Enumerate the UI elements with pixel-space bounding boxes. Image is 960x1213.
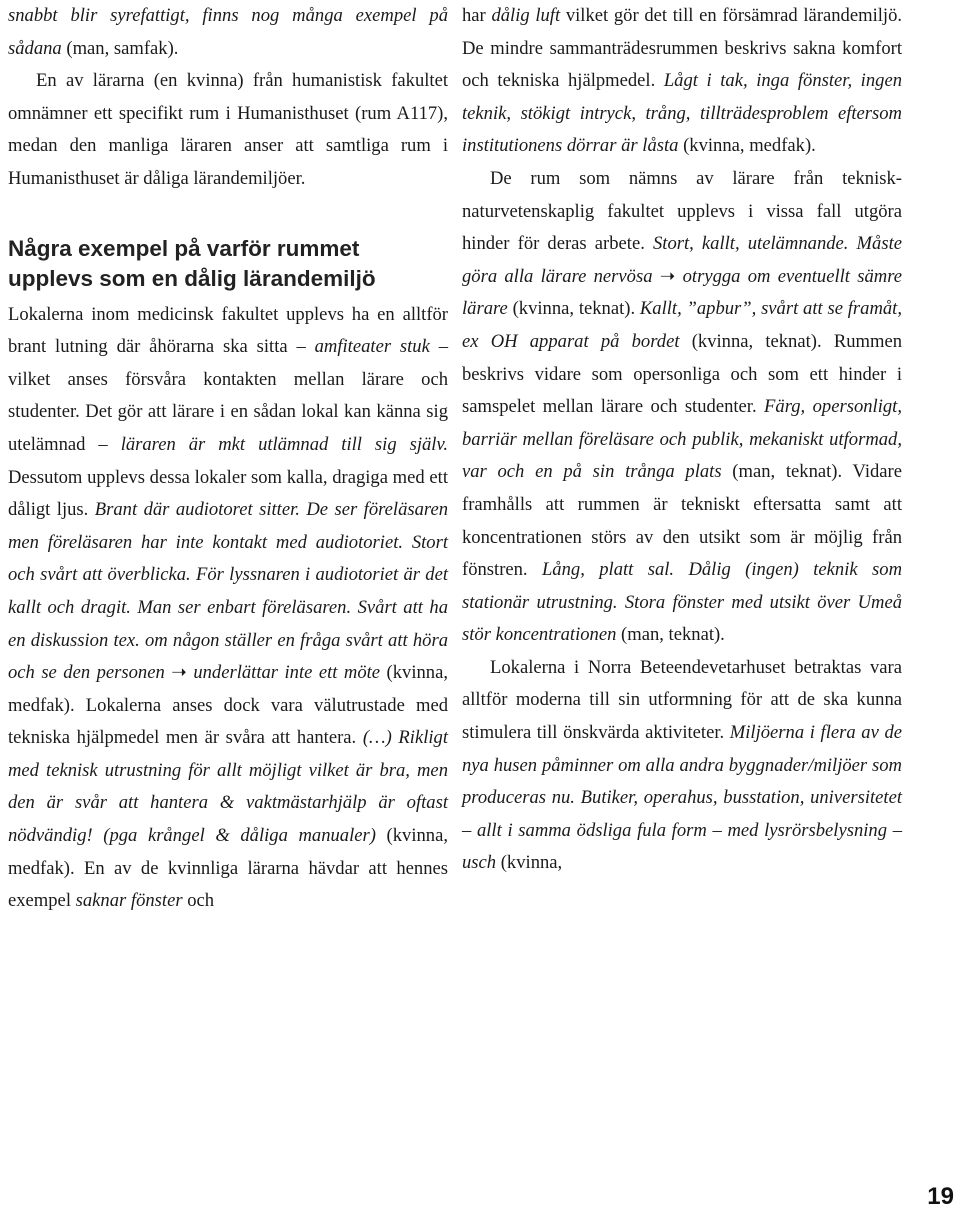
quote-text: Lågt i tak, inga fönster, ingen teknik, stökigt intryck, trång, tillträdesproblem eftersom institutionens dörrar är låsta (462, 70, 902, 157)
quote-text: snabbt blir syrefattigt, finns nog många exempel på sådana (8, 5, 448, 59)
paragraph (462, 0, 902, 163)
paragraph (462, 652, 902, 880)
quote-text: Stort, kallt, utelämnande. Måste göra alla lärare nervösa (462, 233, 902, 287)
quote-text: otrygga om eventuellt sämre lärare (462, 265, 902, 320)
quote-text: Brant där audiotoret sitter. De ser föreläsaren men föreläsaren har inte kontakt med audiotoriet. Stort och svårt att överblicka. För lyssnaren i audiotoriet är det kallt och dragit. Man ser enbart föreläsaren. Svårt att ha en diskussion tex. om någon ställer en fråga svårt att höra och se den personen (8, 499, 449, 684)
quote-text: dålig luft (491, 5, 561, 26)
body-text: (man, teknat). (616, 624, 725, 646)
quote-text: underlättar inte ett möte (186, 662, 381, 684)
body-text: (kvinna, medfak). Lokalerna anses dock vara välutrustade med tekniska hjälpmedel men är svåra att hantera. (8, 662, 448, 749)
body-text: (kvinna, medfak). (678, 135, 816, 157)
body-text: (man, teknat). Vidare framhålls att rummen är tekniskt eftersatta samt att koncentrationen störs av den utsikt som är möjlig från fönstren. (462, 461, 902, 581)
body-text: (kvinna, medfak). En av de kvinnliga lärarna hävdar att hennes exempel (8, 825, 448, 912)
body-text: Lokalerna i Norra Beteendevetarhuset betraktas vara alltför moderna till sin utformning för att de ska kunna stimulera till önskvärda aktiviteter. (462, 656, 902, 744)
arrow-icon: ➝ (659, 265, 676, 287)
quote-text: läraren är mkt utlämnad till sig själv. (120, 433, 448, 455)
quote-text: amfiteater stuk (314, 336, 430, 358)
body-text: (kvinna, teknat). (507, 298, 640, 320)
left-column (8, 0, 448, 918)
section-heading: Några exempel på varför rummet upplevs som en dålig lärandemiljö (8, 235, 376, 292)
quote-text: Färg, opersonligt, barriär mellan föreläsare och publik, mekaniskt utformad, var och en på sin trånga plats (462, 396, 902, 483)
body-text: Lokalerna inom medicinsk fakultet upplevs ha en alltför brant lutning där åhörarna ska sitta – (8, 303, 448, 358)
quote-text: Miljöerna i flera av de nya husen påminner om alla andra byggnader/miljöer som produceras nu. Butiker, operahus, busstation, universitetet – allt i samma ödsliga fula form – med lysrörsbelysning – usch (462, 722, 902, 874)
body-text: Dessutom upplevs dessa lokaler som kalla, dragiga med ett dåligt ljus. (8, 466, 448, 521)
paragraph (8, 0, 448, 65)
quote-text: Kallt, ”apbur”, svårt att se framåt, ex OH apparat på bordet (462, 298, 902, 352)
body-text: (kvinna, teknat). Rummen beskrivs vidare som opersonliga och som ett hinder i samspelet mellan lärare och studenter. (462, 330, 902, 418)
body-text: (kvinna, (496, 852, 563, 874)
body-text: (man, samfak). (61, 37, 179, 59)
body-text: har (462, 5, 492, 26)
quote-text: (…) Rikligt med teknisk utrustning för allt möjligt vilket är bra, men den är svår att hantera & vaktmästarhjälp är oftast nödvändig! (pga krångel & dåliga manualer) (8, 727, 448, 847)
body-text: – vilket anses försvåra kontakten mellan lärare och studenter. Det gör att lärare i en sådan lokal kan känna sig utelämnad – (8, 336, 448, 455)
body-text: och (182, 890, 215, 912)
right-column (462, 0, 902, 880)
arrow-icon: ➝ (171, 662, 187, 684)
quote-text: Lång, platt sal. Dålig (ingen) teknik som stationär utrustning. Stora fönster med utsikt över Umeå stör koncentrationen (462, 559, 902, 646)
page-number: 19 (927, 1183, 954, 1210)
quote-text: saknar fönster (75, 890, 183, 912)
body-text: vilket gör det till en försämrad lärandemiljö. De mindre sammanträdesrummen beskrivs sakna komfort och tekniska hjälpmedel. (462, 5, 903, 92)
body-text: En av lärarna (en kvinna) från humanistisk fakultet omnämner ett specifikt rum i Humanisthuset (rum A117), medan den manliga läraren anser att samtliga rum i Humanisthuset är dåliga lärandemiljöer. (8, 70, 448, 189)
paragraph (8, 299, 448, 918)
paragraph (8, 65, 448, 195)
body-text: De rum som nämns av lärare från teknisk-naturvetenskaplig fakultet upplevs i vissa fall utgöra hinder för deras arbete. (462, 167, 902, 255)
paragraph (462, 163, 902, 652)
